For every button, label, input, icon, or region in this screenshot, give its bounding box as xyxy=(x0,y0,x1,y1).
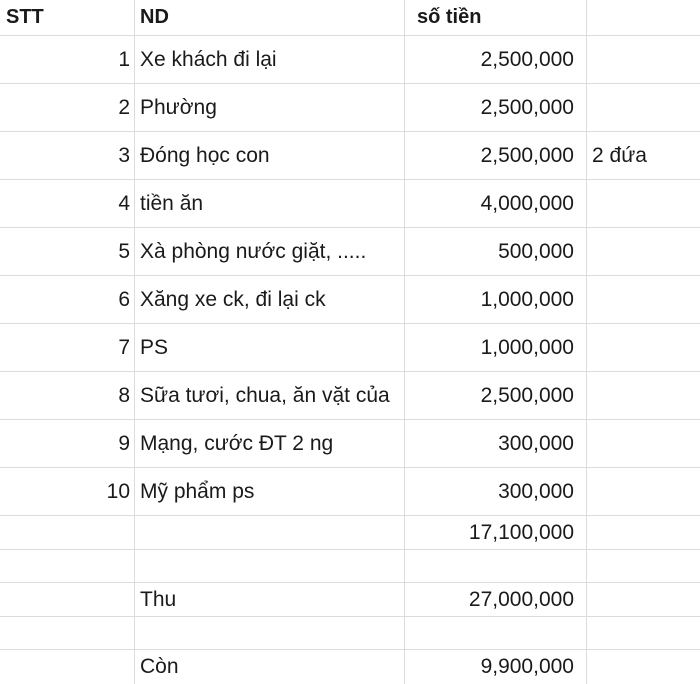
note-cell[interactable] xyxy=(587,550,700,582)
table-row xyxy=(0,132,700,180)
amount-cell[interactable]: 2,500,000 xyxy=(405,132,587,179)
table-row xyxy=(0,324,700,372)
note-cell[interactable] xyxy=(587,583,700,616)
content-cell[interactable]: tiền ăn xyxy=(135,180,405,227)
amount-cell[interactable]: 300,000 xyxy=(405,468,587,515)
stt-cell[interactable] xyxy=(0,583,135,616)
content-cell[interactable]: Mỹ phẩm ps xyxy=(135,468,405,515)
income-amount-cell[interactable]: 27,000,000 xyxy=(405,583,587,616)
header-nd[interactable]: ND xyxy=(135,0,405,35)
table-row xyxy=(0,468,700,516)
stt-cell[interactable] xyxy=(0,617,135,649)
table-row xyxy=(0,36,700,84)
note-cell[interactable] xyxy=(587,84,700,131)
note-cell[interactable]: 2 đứa xyxy=(592,143,647,167)
empty-row xyxy=(0,617,700,650)
content-cell[interactable]: PS xyxy=(135,324,405,371)
stt-cell[interactable] xyxy=(0,550,135,582)
content-cell[interactable]: Đóng học con xyxy=(135,132,405,179)
remaining-row xyxy=(0,650,700,684)
total-row xyxy=(0,516,700,550)
note-cell[interactable] xyxy=(587,180,700,227)
stt-cell[interactable]: 4 xyxy=(0,180,135,227)
content-cell[interactable]: Xà phòng nước giặt, ..... xyxy=(135,228,405,275)
stt-cell[interactable]: 2 xyxy=(0,84,135,131)
content-cell[interactable]: Mạng, cước ĐT 2 ng xyxy=(135,420,405,467)
note-cell[interactable] xyxy=(587,420,700,467)
stt-cell[interactable]: 5 xyxy=(0,228,135,275)
remaining-label-cell[interactable]: Còn xyxy=(135,650,405,684)
content-cell[interactable]: Xe khách đi lại xyxy=(135,36,405,83)
amount-cell[interactable]: 1,000,000 xyxy=(405,276,587,323)
amount-cell[interactable] xyxy=(405,617,587,649)
stt-cell[interactable]: 8 xyxy=(0,372,135,419)
note-cell[interactable] xyxy=(587,468,700,515)
total-amount-cell[interactable]: 17,100,000 xyxy=(405,516,587,549)
amount-cell[interactable]: 2,500,000 xyxy=(405,372,587,419)
header-row xyxy=(0,0,700,36)
table-row xyxy=(0,228,700,276)
stt-cell[interactable] xyxy=(0,516,135,549)
stt-cell[interactable]: 7 xyxy=(0,324,135,371)
content-cell[interactable] xyxy=(135,516,405,549)
empty-row xyxy=(0,550,700,583)
table-row xyxy=(0,420,700,468)
note-cell[interactable] xyxy=(587,276,700,323)
note-cell[interactable] xyxy=(587,372,700,419)
note-cell[interactable] xyxy=(587,650,700,684)
amount-cell[interactable]: 2,500,000 xyxy=(405,36,587,83)
note-cell[interactable] xyxy=(587,617,700,649)
income-label-cell[interactable]: Thu xyxy=(135,583,405,616)
remaining-amount-cell[interactable]: 9,900,000 xyxy=(405,650,587,684)
table-row xyxy=(0,372,700,420)
header-stt[interactable]: STT xyxy=(0,0,135,35)
stt-cell[interactable]: 1 xyxy=(0,36,135,83)
amount-cell[interactable] xyxy=(405,550,587,582)
table-row xyxy=(0,180,700,228)
content-cell[interactable]: Sữa tươi, chua, ăn vặt của xyxy=(135,372,405,419)
stt-cell[interactable]: 6 xyxy=(0,276,135,323)
stt-cell[interactable]: 10 xyxy=(0,468,135,515)
header-note[interactable] xyxy=(587,0,700,35)
amount-cell[interactable]: 500,000 xyxy=(405,228,587,275)
stt-cell[interactable] xyxy=(0,650,135,684)
amount-cell[interactable]: 4,000,000 xyxy=(405,180,587,227)
note-cell[interactable] xyxy=(587,324,700,371)
note-cell[interactable] xyxy=(587,36,700,83)
content-cell[interactable]: Xăng xe ck, đi lại ck xyxy=(135,276,405,323)
amount-cell[interactable]: 2,500,000 xyxy=(405,84,587,131)
stt-cell[interactable]: 3 xyxy=(0,132,135,179)
amount-cell[interactable]: 300,000 xyxy=(405,420,587,467)
table-row xyxy=(0,84,700,132)
content-cell[interactable] xyxy=(135,550,405,582)
content-cell[interactable] xyxy=(135,617,405,649)
header-amount[interactable]: số tiền xyxy=(405,0,587,35)
stt-cell[interactable]: 9 xyxy=(0,420,135,467)
amount-cell[interactable]: 1,000,000 xyxy=(405,324,587,371)
table-row xyxy=(0,276,700,324)
income-row xyxy=(0,583,700,617)
note-cell[interactable] xyxy=(587,516,700,549)
note-cell[interactable] xyxy=(587,228,700,275)
content-cell[interactable]: Phường xyxy=(135,84,405,131)
